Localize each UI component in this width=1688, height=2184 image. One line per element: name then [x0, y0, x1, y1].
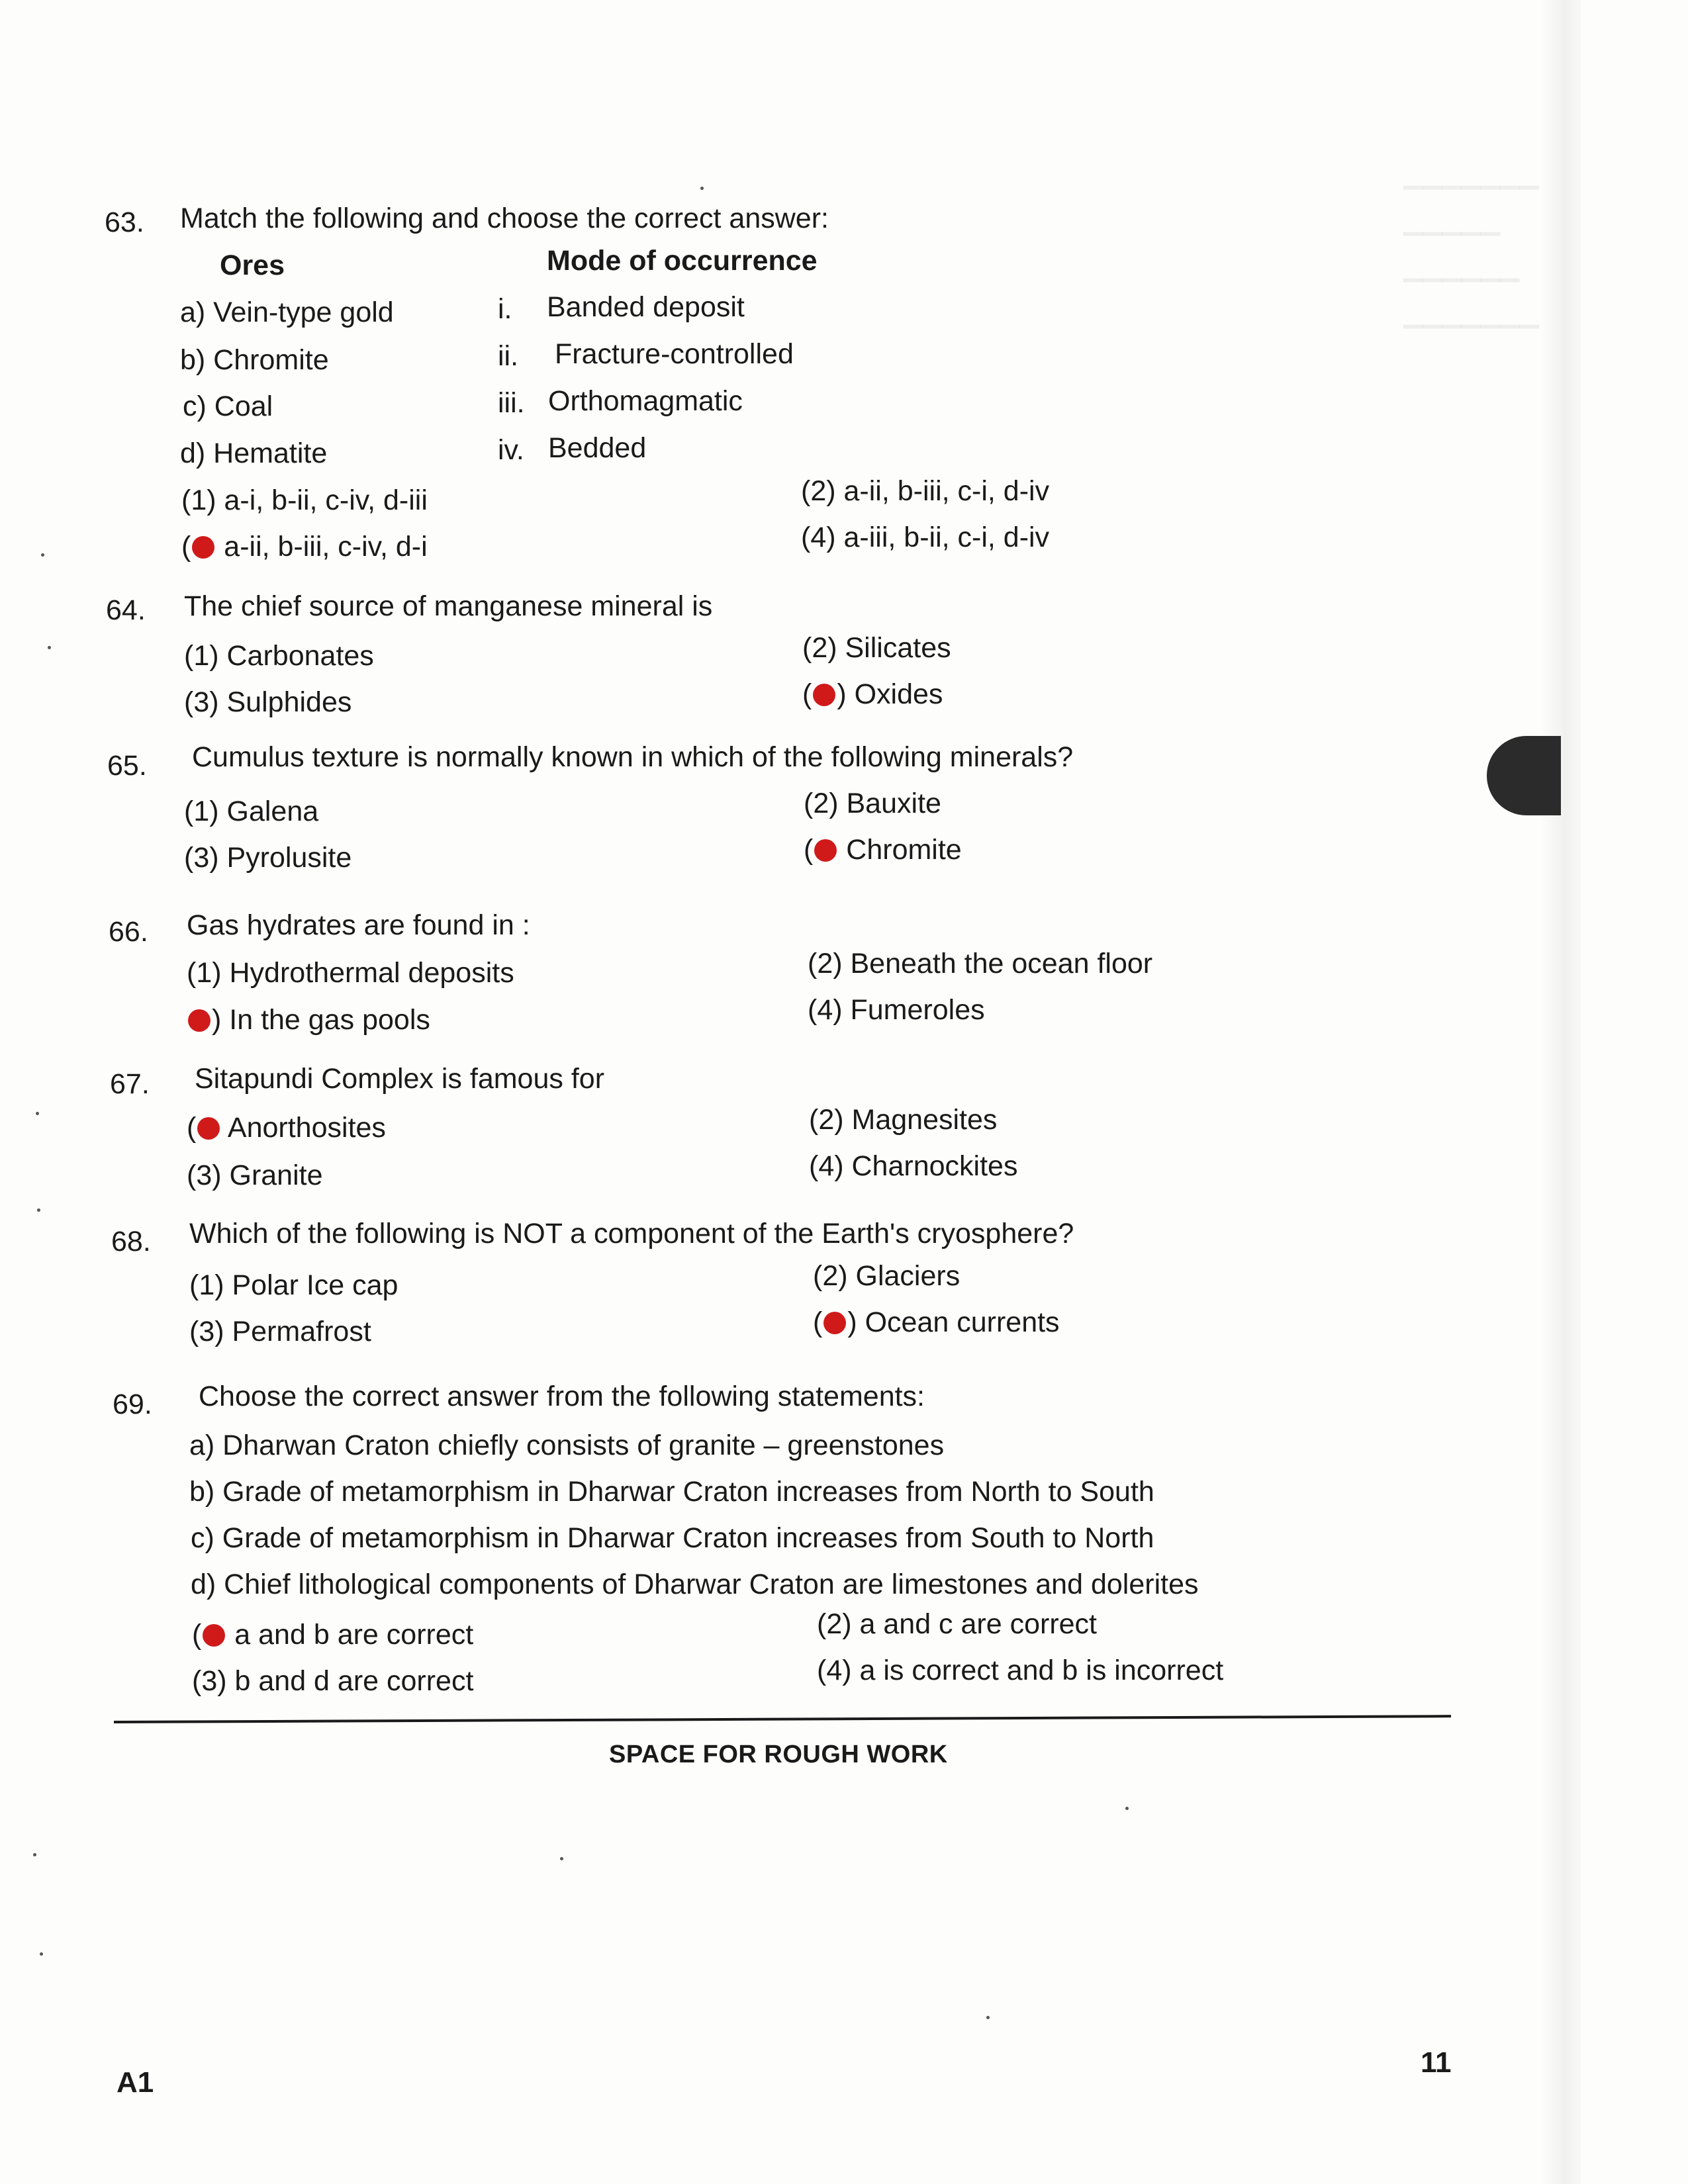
rough-work-divider [114, 1715, 1451, 1723]
option-3[interactable]: (3) Permafrost [189, 1316, 371, 1347]
answer-mark-icon [823, 1312, 846, 1334]
scan-speck [1125, 1807, 1129, 1810]
question-text: Cumulus texture is normally known in which of the following minerals? [192, 741, 1074, 773]
answer-mark-icon [814, 839, 837, 862]
option-prefix: ( [804, 834, 814, 866]
match-ore-d: d) Hematite [180, 437, 328, 469]
option-2[interactable]: (2) a and c are correct [817, 1608, 1098, 1640]
option-1[interactable]: (1) Hydrothermal deposits [187, 957, 514, 989]
match-roman-iv: iv. [498, 434, 524, 466]
option-1-marked[interactable] [192, 1619, 473, 1651]
option-1[interactable]: (1) Galena [184, 796, 319, 827]
match-ore-c: c) Coal [183, 390, 273, 422]
rough-work-label: SPACE FOR ROUGH WORK [609, 1741, 948, 1768]
match-roman-ii: ii. [498, 340, 519, 372]
option-1-marked[interactable] [187, 1112, 386, 1144]
option-4[interactable]: (4) a-iii, b-ii, c-i, d-iv [801, 522, 1050, 553]
option-3[interactable]: (3) Granite [187, 1160, 323, 1191]
answer-mark-icon [813, 684, 835, 706]
page-edge-shadow [1541, 0, 1581, 2184]
statement-d: d) Chief lithological components of Dharwar Craton are limestones and dolerites [191, 1569, 1199, 1600]
question-number: 69. [113, 1388, 152, 1420]
option-3[interactable]: (3) Sulphides [184, 686, 352, 718]
option-1[interactable]: (1) Carbonates [184, 640, 374, 672]
option-4-marked[interactable] [802, 678, 943, 711]
scan-speck [33, 1853, 36, 1856]
option-prefix: ( [192, 1619, 202, 1651]
option-label: ) Oxides [837, 678, 943, 710]
option-3-marked[interactable] [187, 1004, 430, 1036]
option-4-marked[interactable] [804, 834, 962, 866]
option-prefix: ( [187, 1112, 197, 1144]
answer-mark-icon [188, 1009, 211, 1032]
option-3[interactable]: (3) b and d are correct [192, 1665, 474, 1697]
option-3[interactable]: (3) Pyrolusite [184, 842, 352, 874]
option-2[interactable]: (2) Silicates [802, 632, 951, 664]
question-text: Choose the correct answer from the following statements: [199, 1381, 925, 1412]
scan-speck [40, 1952, 43, 1956]
page-number: 11 [1421, 2046, 1452, 2079]
option-4[interactable]: (4) Fumeroles [808, 994, 985, 1026]
scan-speck [37, 1208, 40, 1212]
show-through-text: ▁▁▁▁▁▁▁ ▁▁▁▁▁ ▁▁▁▁▁▁ ▁▁▁▁▁▁▁ [1403, 161, 1539, 328]
scan-speck [560, 1857, 563, 1860]
question-number: 63. [105, 206, 144, 238]
scan-speck [700, 187, 704, 190]
question-number: 65. [107, 750, 147, 782]
option-1[interactable]: (1) Polar Ice cap [189, 1269, 399, 1301]
option-2[interactable]: (2) a-ii, b-iii, c-i, d-iv [801, 475, 1050, 507]
option-label: ) In the gas pools [212, 1004, 430, 1036]
match-ore-a: a) Vein-type gold [180, 296, 394, 328]
statement-b: b) Grade of metamorphism in Dharwar Craton increases from North to South [189, 1476, 1154, 1508]
column-header-mode: Mode of occurrence [547, 245, 818, 277]
match-mode-ii: Fracture-controlled [555, 338, 794, 370]
option-2[interactable]: (2) Beneath the ocean floor [808, 948, 1153, 979]
option-label: a-ii, b-iii, c-iv, d-i [224, 531, 428, 563]
answer-mark-icon [192, 536, 214, 559]
match-ore-b: b) Chromite [180, 344, 329, 376]
option-1[interactable]: (1) a-i, b-ii, c-iv, d-iii [181, 484, 428, 516]
option-4[interactable]: (4) a is correct and b is incorrect [817, 1655, 1224, 1686]
option-4-marked[interactable] [813, 1306, 1060, 1339]
option-prefix: ( [181, 531, 191, 563]
column-header-ores: Ores [220, 250, 285, 281]
answer-mark-icon [197, 1117, 220, 1140]
option-2[interactable]: (2) Bauxite [804, 788, 941, 819]
statement-a: a) Dharwan Craton chiefly consists of granite – greenstones [189, 1430, 945, 1461]
answer-mark-icon [203, 1624, 225, 1647]
option-label: ) Ocean currents [847, 1306, 1060, 1338]
scan-speck [36, 1112, 39, 1115]
option-prefix: ( [813, 1306, 823, 1338]
match-roman-iii: iii. [498, 387, 525, 419]
question-number: 67. [110, 1068, 150, 1100]
question-number: 68. [111, 1226, 151, 1257]
option-4[interactable]: (4) Charnockites [809, 1150, 1018, 1182]
scan-speck [48, 646, 51, 649]
scan-speck [986, 2016, 990, 2019]
option-2[interactable]: (2) Magnesites [809, 1104, 998, 1136]
match-roman-i: i. [498, 293, 512, 325]
option-3-marked[interactable] [181, 531, 428, 563]
question-number: 64. [106, 594, 146, 626]
match-mode-iii: Orthomagmatic [548, 385, 743, 417]
page-tab-marker [1487, 736, 1561, 815]
option-label: a and b are correct [234, 1619, 474, 1651]
question-number: 66. [109, 916, 148, 948]
match-mode-iv: Bedded [548, 432, 647, 464]
question-text: Which of the following is NOT a component of the Earth's cryosphere? [189, 1218, 1074, 1250]
option-2[interactable]: (2) Glaciers [813, 1260, 961, 1292]
match-mode-i: Banded deposit [547, 291, 745, 323]
statement-c: c) Grade of metamorphism in Dharwar Craton increases from South to North [191, 1522, 1154, 1554]
scan-speck [41, 553, 44, 557]
option-label: Anorthosites [227, 1112, 386, 1144]
question-text: Sitapundi Complex is famous for [195, 1063, 605, 1095]
question-text: Match the following and choose the correct answer: [180, 203, 829, 234]
option-prefix: ( [802, 678, 812, 710]
question-text: The chief source of manganese mineral is [184, 590, 713, 622]
booklet-code: A1 [117, 2066, 154, 2099]
question-text: Gas hydrates are found in : [187, 909, 530, 941]
option-label: Chromite [846, 834, 962, 866]
